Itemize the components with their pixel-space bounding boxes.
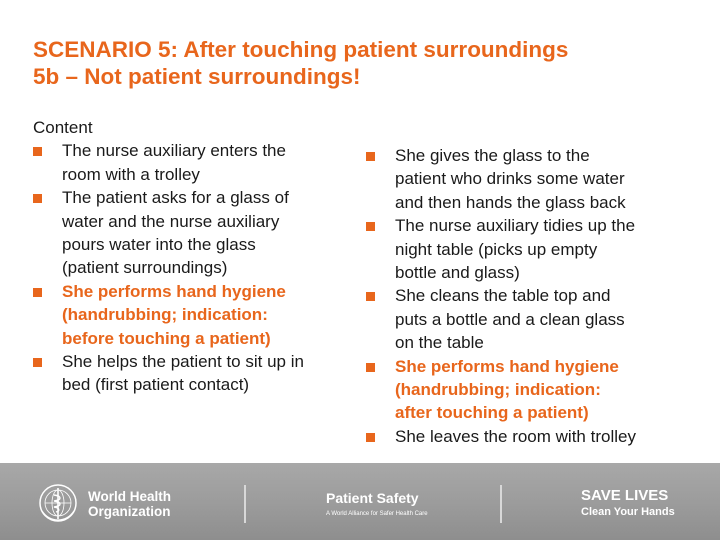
footer-divider-left	[244, 485, 246, 523]
bullet-line: and then hands the glass back	[395, 192, 626, 212]
bullet-line: night table (picks up empty	[395, 239, 598, 259]
square-bullet-icon	[33, 288, 42, 297]
bullet-line: The patient asks for a glass of	[62, 188, 289, 208]
bullet-line: She leaves the room with trolley	[395, 426, 636, 446]
bullet-line: She performs hand hygiene	[395, 356, 619, 376]
patient-safety-subtitle: A World Alliance for Safer Health Care	[326, 511, 428, 517]
bullet-item	[366, 425, 686, 448]
bullet-line: on the table	[395, 333, 484, 353]
bullet-line: She gives the glass to the	[395, 146, 590, 165]
square-bullet-icon	[33, 147, 42, 156]
bullet-line: bottle and glass)	[395, 263, 520, 283]
bullet-item	[366, 284, 686, 354]
who-name-line-2: Organization	[88, 504, 171, 519]
right-column	[366, 144, 686, 448]
bullet-item	[33, 139, 353, 186]
square-bullet-icon	[366, 152, 375, 161]
square-bullet-icon	[366, 433, 375, 442]
save-lives-title: SAVE LIVES	[581, 487, 669, 504]
square-bullet-icon	[33, 358, 42, 367]
footer-divider-right	[500, 485, 502, 523]
bullet-line: after touching a patient)	[395, 403, 589, 423]
left-column	[33, 116, 353, 397]
square-bullet-icon	[366, 292, 375, 301]
who-name-line-1: World Health	[88, 489, 172, 504]
bullet-line: room with a trolley	[62, 164, 200, 184]
bullet-item	[366, 355, 686, 425]
bullet-item	[366, 144, 686, 214]
bullet-line: puts a bottle and a clean glass	[395, 309, 625, 329]
bullet-line: water and the nurse auxiliary	[62, 211, 280, 231]
bullet-line: She performs hand hygiene	[62, 281, 286, 301]
bullet-line: The nurse auxiliary tidies up the	[395, 216, 636, 236]
content-label: Content	[33, 118, 93, 137]
left-bullet-list	[33, 139, 353, 396]
who-name	[88, 489, 171, 519]
bullet-line: She cleans the table top and	[395, 286, 611, 306]
bullet-item	[33, 280, 353, 350]
right-bullet-list	[366, 144, 686, 448]
bullet-item	[366, 214, 686, 284]
bullet-line: (patient surroundings)	[62, 258, 228, 278]
title-line-2: 5b – Not patient surroundings!	[33, 64, 361, 89]
title-line-1: SCENARIO 5: After touching patient surroundings	[33, 37, 569, 62]
bullet-line: The nurse auxiliary enters the	[62, 141, 286, 161]
bullet-item	[33, 350, 353, 397]
square-bullet-icon	[33, 194, 42, 203]
footer-banner	[0, 463, 720, 540]
bullet-item	[33, 186, 353, 280]
bullet-line: patient who drinks some water	[395, 169, 625, 189]
clean-hands-subtitle: Clean Your Hands	[581, 506, 675, 518]
slide-title	[33, 36, 713, 90]
bullet-line: pours water into the glass	[62, 235, 256, 255]
bullet-line: bed (first patient contact)	[62, 375, 250, 395]
bullet-line: before touching a patient)	[62, 328, 271, 348]
bullet-line: (handrubbing; indication:	[62, 305, 268, 325]
bullet-line: (handrubbing; indication:	[395, 380, 601, 400]
square-bullet-icon	[366, 363, 375, 372]
bullet-line: She helps the patient to sit up in	[62, 352, 304, 372]
square-bullet-icon	[366, 222, 375, 231]
patient-safety-title: Patient Safety	[326, 490, 419, 506]
who-emblem-icon	[38, 483, 78, 523]
